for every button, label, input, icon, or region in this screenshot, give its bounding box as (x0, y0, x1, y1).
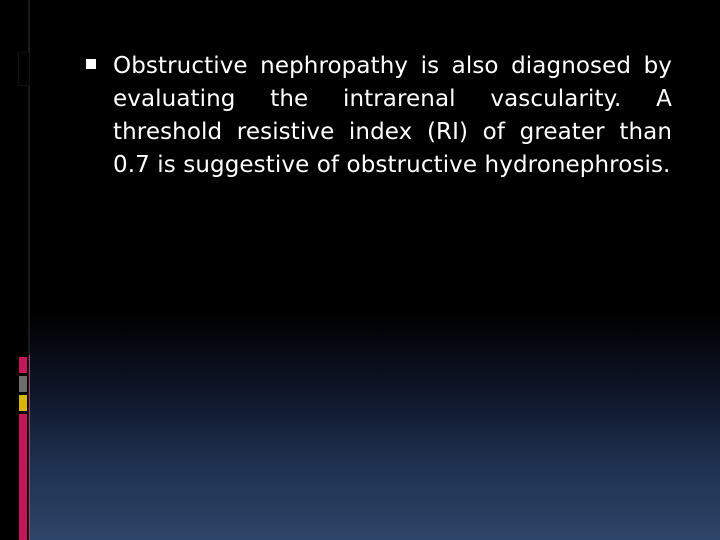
top-accent-block (18, 52, 30, 86)
accent-vertical-line (29, 355, 30, 540)
bullet-list (86, 50, 672, 182)
square-bullet-icon (86, 59, 96, 69)
bullet-text: Obstructive nephropathy is also diagnosed by evaluating the intrarenal vascularity. A threshold resistive index (RI) of greater than 0.7 is suggestive of obstructive hydronephrosis. (113, 53, 672, 178)
bullet-item (86, 50, 672, 182)
accent-bar-magenta-long (19, 414, 27, 540)
accent-block-gray (19, 376, 27, 392)
accent-block-yellow (19, 395, 27, 411)
accent-block-magenta (19, 357, 27, 373)
